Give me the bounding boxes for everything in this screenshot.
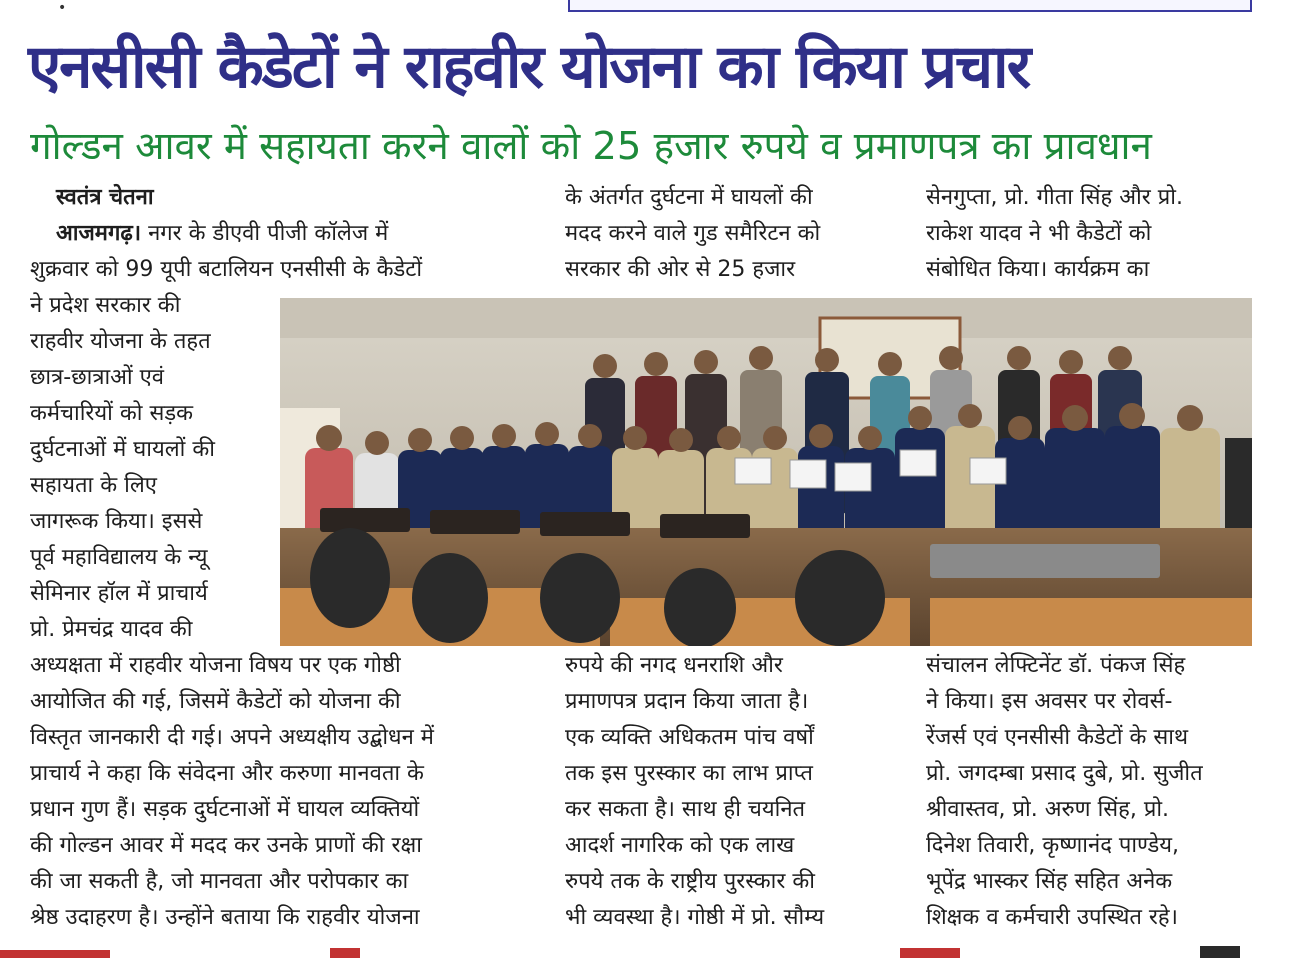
text-line: जागरूक किया। इससे (30, 509, 203, 534)
text-line: एक व्यक्ति अधिकतम पांच वर्षों (565, 725, 814, 750)
text-line: सेमिनार हॉल में प्राचार्य (30, 581, 208, 606)
text-line: भी व्यवस्था है। गोष्ठी में प्रो. सौम्य (565, 905, 825, 930)
text-line: विस्तृत जानकारी दी गई। अपने अध्यक्षीय उद्बोधन में (30, 725, 434, 750)
text-line: रुपये की नगद धनराशि और (565, 653, 783, 678)
column-3-top (926, 180, 1183, 288)
text-line: प्रधान गुण हैं। सड़क दुर्घटनाओं में घायल व्यक्तियों (30, 797, 420, 822)
text-line: राहवीर योजना के तहत (30, 329, 211, 354)
text-line: प्रमाणपत्र प्रदान किया जाता है। (565, 689, 809, 714)
text-line: राकेश यादव ने भी कैडेटों को (926, 221, 1152, 246)
byline: स्वतंत्र चेतना (56, 185, 154, 210)
text-line: भूपेंद्र भास्कर सिंह सहित अनेक (926, 869, 1173, 894)
event-photo (280, 298, 1252, 646)
text-line: शुक्रवार को 99 यूपी बटालियन एनसीसी के कैडेटों (30, 257, 423, 282)
text-line: दिनेश तिवारी, कृष्णानंद पाण्डेय, (926, 833, 1180, 858)
text-line: सरकार की ओर से 25 हजार (565, 257, 796, 282)
text-line: की गोल्डन आवर में मदद कर उनके प्राणों की रक्षा (30, 833, 422, 858)
text-line: संचालन लेफ्टिनेंट डॉ. पंकज सिंह (926, 653, 1186, 678)
text-line: श्रीवास्तव, प्रो. अरुण सिंह, प्रो. (926, 797, 1170, 822)
headline: एनसीसी कैडेटों ने राहवीर योजना का किया प्रचार (28, 32, 1030, 102)
text-line: श्रेष्ठ उदाहरण है। उन्होंने बताया कि राहवीर योजना (30, 905, 420, 930)
text-line: ने किया। इस अवसर पर रोवर्स- (926, 689, 1173, 714)
text-line: आयोजित की गई, जिसमें कैडेटों को योजना की (30, 689, 401, 714)
text-line: छात्र-छात्राओं एवं (30, 365, 165, 390)
text-line: संबोधित किया। कार्यक्रम का (926, 257, 1150, 282)
dateline-line: आजमगढ़। नगर के डीएवी पीजी कॉलेज में (56, 221, 389, 246)
text-line: प्राचार्य ने कहा कि संवेदना और करुणा मानवता के (30, 761, 424, 786)
column-3-bottom (926, 648, 1203, 936)
top-mark: • (58, 0, 67, 16)
text-line: मदद करने वाले गुड समैरिटन को (565, 221, 821, 246)
text-line: ने प्रदेश सरकार की (30, 293, 181, 318)
text-line: आदर्श नागरिक को एक लाख (565, 833, 795, 858)
dateline: आजमगढ़। (56, 221, 142, 246)
text-line: कर्मचारियों को सड़क (30, 401, 193, 426)
text-line: शिक्षक व कर्मचारी उपस्थित रहे। (926, 905, 1178, 930)
group-photo-illustration (280, 298, 1252, 646)
column-2-bottom (565, 648, 824, 936)
top-banner-box (568, 0, 1252, 12)
text-line: प्रो. जगदम्बा प्रसाद दुबे, प्रो. सुजीत (926, 761, 1203, 786)
text-line: प्रो. प्रेमचंद्र यादव की (30, 617, 193, 642)
text-line: तक इस पुरस्कार का लाभ प्राप्त (565, 761, 813, 786)
text-line: सहायता के लिए (30, 473, 157, 498)
column-1-bottom (30, 648, 434, 936)
text-line: सेनगुप्ता, प्रो. गीता सिंह और प्रो. (926, 185, 1183, 210)
text-line: रेंजर्स एवं एनसीसी कैडेटों के साथ (926, 725, 1189, 750)
text-line: की जा सकती है, जो मानवता और परोपकार का (30, 869, 409, 894)
bottom-cropped-edge (0, 938, 1301, 958)
text-line: दुर्घटनाओं में घायलों की (30, 437, 215, 462)
subheadline: गोल्डन आवर में सहायता करने वालों को 25 हजार रुपये व प्रमाणपत्र का प्रावधान (30, 124, 1152, 169)
text-line: रुपये तक के राष्ट्रीय पुरस्कार की (565, 869, 815, 894)
text-line: कर सकता है। साथ ही चयनित (565, 797, 806, 822)
text-line: के अंतर्गत दुर्घटना में घायलों की (565, 185, 813, 210)
text-line: अध्यक्षता में राहवीर योजना विषय पर एक गोष्ठी (30, 653, 401, 678)
column-2-top (565, 180, 820, 288)
text-line: पूर्व महाविद्यालय के न्यू (30, 545, 208, 570)
